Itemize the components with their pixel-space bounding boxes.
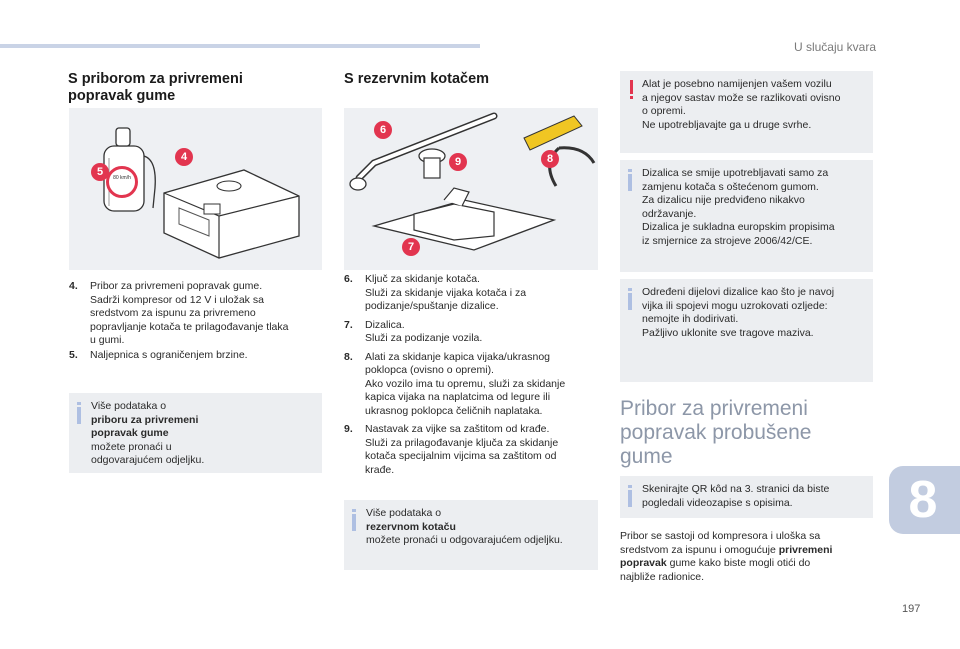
right-warning-note: Alat je posebno namijenjen vašem vozilu a njegov sastav može se razlikovati ovisno o opremi. Ne upotrebljavajte ga u druge svrhe. <box>620 71 873 153</box>
list-item: 6. Ključ za skidanje kotača. Služi za skidanje vijaka kotača i za podizanje/spuštanje dizalice. <box>344 273 527 312</box>
middle-item-list <box>344 273 600 482</box>
right-qr-note: Skenirajte QR kôd na 3. stranici da biste pogledali videozapise s opisima. <box>620 476 873 518</box>
info-icon <box>628 169 632 191</box>
info-icon <box>352 509 356 531</box>
info-icon <box>628 485 632 507</box>
info-icon <box>77 402 81 424</box>
header-accent-bar <box>0 44 480 48</box>
left-info-note: Više podataka o priboru za privremeni popravak gume možete pronaći u odgovarajućem odjeljku. <box>69 393 322 473</box>
right-info-note-jack: Dizalica se smije upotrebljavati samo za zamjenu kotača s oštećenom gumom. Za dizalicu nije predviđeno nikakvo održavanje. Dizalica je sukladna europskim propisima iz smjernice za strojeve 2006/42/CE. <box>620 160 873 272</box>
callout-7: 7 <box>402 238 420 256</box>
warning-icon <box>630 80 633 99</box>
right-info-note-parts: Određeni dijelovi dizalice kao što je navoj vijka ili spojevi mogu uzrokovati ozljede: nemojte ih dodirivati. Pažljivo uklonite sve tragove maziva. <box>620 279 873 382</box>
callout-4: 4 <box>175 148 193 166</box>
callout-8: 8 <box>541 150 559 168</box>
list-item: 5. Naljepnica s ograničenjem brzine. <box>69 348 248 361</box>
left-heading: S priborom za privremeni popravak gume <box>68 71 243 104</box>
callout-5: 5 <box>91 163 109 181</box>
list-item: 4. Pribor za privremeni popravak gume. Sadrži kompresor od 12 V i uložak sa sredstvom za ispunu za privremeno popravljanje kotača te prilagođavanje tlaka u gumi. <box>69 280 289 346</box>
middle-info-note: Više podataka o rezervnom kotaču možete pronaći u odgovarajućem odjeljku. <box>344 500 598 570</box>
callout-9: 9 <box>449 153 467 171</box>
middle-heading: S rezervnim kotačem <box>344 71 490 87</box>
repair-kit-figure <box>69 108 322 270</box>
speed-limit-text: 80 km/h <box>113 175 131 181</box>
page-number: 197 <box>902 603 921 615</box>
chapter-number: 8 <box>908 471 938 529</box>
left-item-list <box>69 280 324 367</box>
callout-6: 6 <box>374 121 392 139</box>
section-heading-repair-kit: Pribor za privremeni popravak probušene gume <box>620 397 812 468</box>
spare-wheel-tools-figure <box>344 108 598 270</box>
list-item: 8. Alati za skidanje kapica vijaka/ukrasnog poklopca (ovisno o opremi). Ako vozilo ima tu opremu, služi za skidanje kapica vijaka na naplatcima od legure ili ukrasnog poklopca čeličnih naplataka. <box>344 350 566 417</box>
speed-limit-sticker <box>106 166 138 198</box>
list-item: 9. Nastavak za vijke sa zaštitom od krađe. Služi za prilagođavanje ključa za skidanje kotača specijalnim vijcima sa zaštitom od krađe. <box>344 423 559 476</box>
repair-kit-paragraph: Pribor se sastoji od kompresora i uloška sa sredstvom za ispunu i omogućuje privremeni popravak gume kako biste mogli otići do najbliže radionice. <box>620 530 833 583</box>
info-icon <box>628 288 632 310</box>
list-item: 7. Dizalica. Služi za podizanje vozila. <box>344 318 483 344</box>
chapter-title: U slučaju kvara <box>793 40 876 54</box>
